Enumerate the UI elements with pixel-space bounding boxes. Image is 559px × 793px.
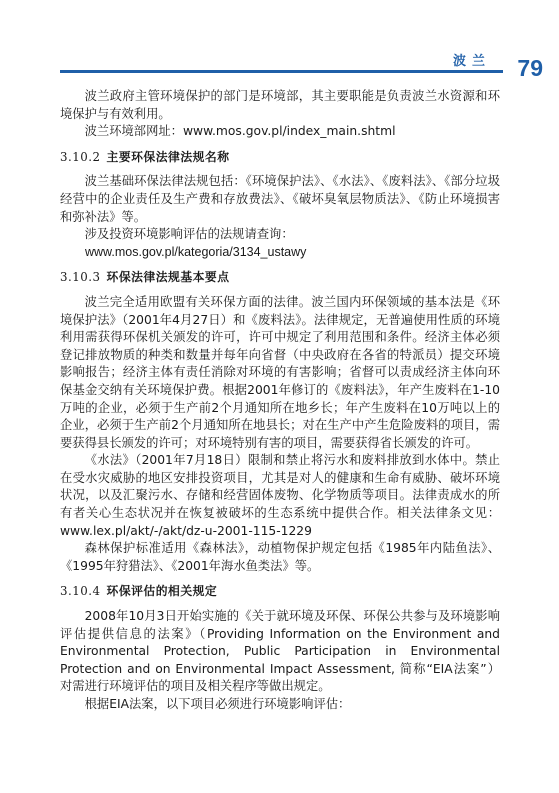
section-title: 主要环保法律法规名称 xyxy=(106,149,230,164)
url-text: www.mos.gov.pl/kategoria/3134_ustawy xyxy=(85,244,307,259)
section-heading xyxy=(60,583,500,601)
page-number: 79 xyxy=(517,55,543,81)
paragraph: 波兰环境部网址：www.mos.gov.pl/index_main.shtml xyxy=(84,124,396,139)
section-number: 3.10.3 xyxy=(60,270,101,285)
section-heading xyxy=(60,269,500,287)
paragraph: 波兰政府主管环境保护的部门是环境部，其主要职能是负责波兰水资源和环境保护与有效利用。 xyxy=(60,89,500,121)
running-header-country: 波兰 xyxy=(452,54,491,69)
page-header xyxy=(0,0,559,80)
section-number: 3.10.2 xyxy=(60,149,101,164)
section-number: 3.10.4 xyxy=(60,584,101,599)
paragraph: 根据EIA法案，以下项目必须进行环境影响评估： xyxy=(84,697,351,711)
paragraph: 2008年10月3日开始实施的《关于就环境及环保、环保公共参与及环境影响评估提供信息的法案》（Providing Information on the Environment and Environmental Protection, Public Participation in Environmental Protection and on Environmental Impact Assessment, 简称“EIA法案”）对需进行环境评估的项目及相关程序等做出规定。 xyxy=(60,609,500,694)
header-rule xyxy=(60,70,503,73)
section-heading xyxy=(60,149,500,167)
paragraph: 森林保护标准适用《森林法》，动植物保护规定包括《1985年内陆鱼法》、《1995年狩猎法》、《2001年海水鱼类法》等。 xyxy=(60,541,500,573)
section-title: 环保评估的相关规定 xyxy=(106,584,218,599)
paragraph: 涉及投资环境影响评估的法规请查询： xyxy=(84,227,294,242)
page-body xyxy=(60,88,500,714)
section-title: 环保法律法规基本要点 xyxy=(106,270,230,285)
paragraph: 波兰完全适用欧盟有关环保方面的法律。波兰国内环保领域的基本法是《环境保护法》（2001年4月27日）和《废料法》。法律规定，无普遍使用性质的环境利用需获得环保机关颁发的许可，许可中规定了利用范围和条件。经济主体必须登记排放物质的种类和数量并每年向省督（中央政府在各省的特派员）提交环境影响报告；经济主体有责任消除对环境的有害影响；省督可以责成经济主体向环保基金交纳有关环境保护费。根据2001年修订的《废料法》，年产生废料在1-10万吨的企业，必须于生产前2个月通知所在地乡长；年产生废料在10万吨以上的企业，必须于生产前2个月通知所在地县长；对在生产中产生危险废料的项目，需要获得县长颁发的许可；对环境特别有害的项目，需要获得省长颁发的许可。 xyxy=(60,294,500,450)
paragraph: 波兰基础环保法律法规包括：《环境保护法》、《水法》、《废料法》、《部分垃圾经营中的企业责任及生产费和存放费法》、《破坏臭氧层物质法》、《防止环境损害和弥补法》等。 xyxy=(60,174,500,224)
paragraph: 《水法》（2001年7月18日）限制和禁止将污水和废料排放到水体中。禁止在受水灾威胁的地区安排投资项目，尤其是对人的健康和生命有威胁、破坏环境状况，以及汇聚污水、存储和经营固体废物、化学物质等项目。法律责成水的所有者关心生态状况并在恢复被破坏的生态系统中提供合作。相关法律条文见：www.lex.pl/akt/-/akt/dz-u-2001-115-1229 xyxy=(60,453,500,538)
